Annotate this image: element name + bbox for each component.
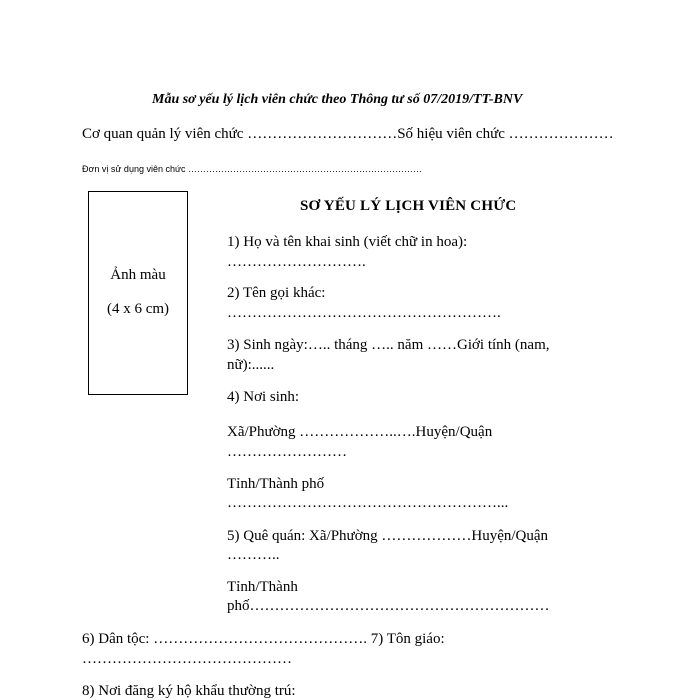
photo-label: Ảnh màu xyxy=(110,267,166,283)
field-4-xa-phuong: Xã/Phường ………………..….Huyện/Quận xyxy=(227,424,493,440)
field-8-label: 8) Nơi đăng ký hộ khẩu thường trú: xyxy=(82,683,296,699)
field-4-tinh: Tỉnh/Thành phố xyxy=(227,476,325,492)
field-4-tinh-dots: ………………………………………………... xyxy=(227,495,509,511)
field-5-tinh-dots: phố…………………………………………………… xyxy=(227,598,550,614)
photo-size-label: (4 x 6 cm) xyxy=(106,301,170,317)
field-6-7-line: 6) Dân tộc: ……………………………………. 7) Tôn giáo: xyxy=(82,631,445,647)
form-title: Mẫu sơ yếu lý lịch viên chức theo Thông tư số 07/2019/TT-BNV xyxy=(152,92,523,107)
form-heading: SƠ YẾU LÝ LỊCH VIÊN CHỨC xyxy=(300,198,517,214)
field-4-label: 4) Nơi sinh: xyxy=(227,389,300,405)
field-1-dots: ………………………. xyxy=(227,254,366,270)
field-3-line2: nữ):...... xyxy=(227,357,275,373)
co-quan-line: Cơ quan quản lý viên chức …………………………Số hiệu viên chức ………………… xyxy=(82,126,614,142)
field-5-line1: 5) Quê quán: Xã/Phường ………………Huyện/Quận xyxy=(227,528,549,544)
photo-placeholder-box xyxy=(88,191,188,395)
don-vi-line: Đơn vị sử dụng viên chức …………………………………………………………………… xyxy=(82,164,422,174)
field-4-xa-dots: …………………… xyxy=(227,444,347,460)
field-5-line1-dots: ……….. xyxy=(227,547,280,563)
field-2-dots: ………………………………………………. xyxy=(227,305,501,321)
field-1-label: 1) Họ và tên khai sinh (viết chữ in hoa): xyxy=(227,234,468,250)
field-6-7-dots: …………………………………… xyxy=(82,651,292,667)
field-5-tinh: Tỉnh/Thành xyxy=(227,579,298,595)
field-2-label: 2) Tên gọi khác: xyxy=(227,285,326,301)
field-3-line1: 3) Sinh ngày:….. tháng ….. năm ……Giới tính (nam, xyxy=(227,337,550,353)
